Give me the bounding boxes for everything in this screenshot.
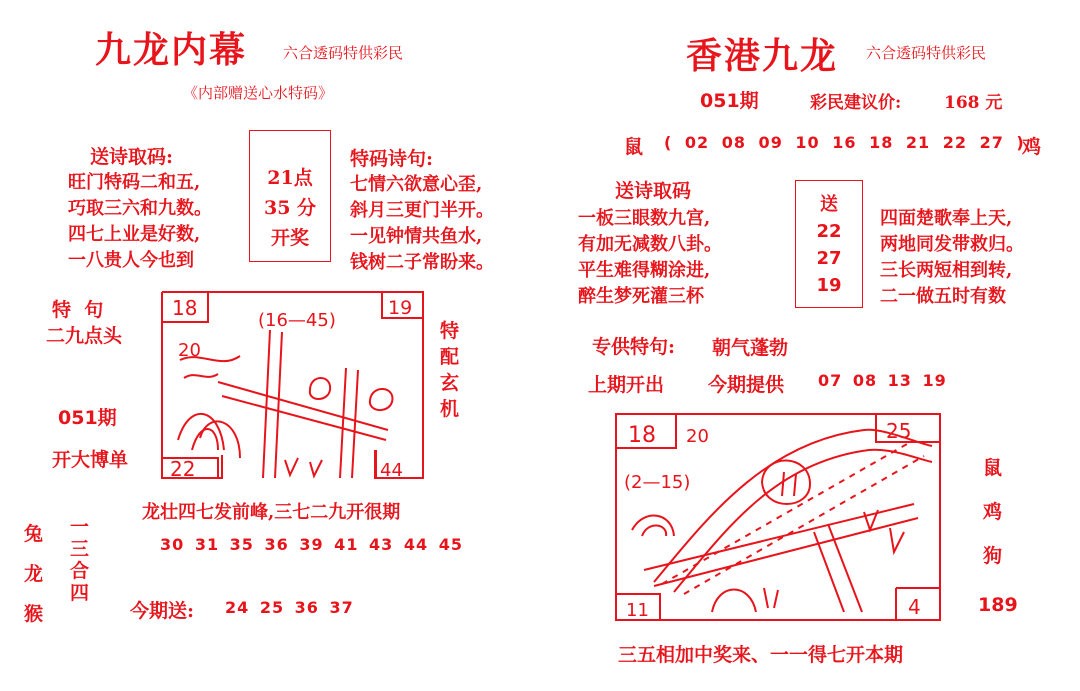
- special-label: 专供特句:: [592, 336, 676, 358]
- zodiac-numbers: ( 02 08 09 10 16 18 21 22 27 ): [664, 133, 1025, 152]
- drawing-br: 4: [908, 595, 921, 619]
- today-label: 今期送:: [130, 600, 195, 622]
- right-zodiac-column: [983, 446, 1002, 578]
- box-line: 27: [816, 248, 842, 269]
- tepei-column: [440, 318, 459, 422]
- teju-value: 二九点头: [46, 325, 123, 347]
- left-zodiac-column: [24, 514, 43, 634]
- left-tema-heading: 特码诗句:: [350, 148, 434, 170]
- poem-line: 平生难得糊涂进,: [578, 260, 711, 281]
- left-subtitle: 六合透码特供彩民: [283, 44, 404, 62]
- poem-line: 四七上业是好数,: [68, 224, 201, 245]
- right-subtitle: 六合透码特供彩民: [866, 44, 987, 62]
- left-title: 九龙内幕: [95, 29, 248, 71]
- drawing-bl: 22: [170, 457, 196, 481]
- left-numbers: 30 31 35 36 39 41 43 44 45: [160, 535, 463, 554]
- right-title: 香港九龙: [686, 35, 839, 77]
- left-drawing-sketch: [160, 290, 425, 480]
- tepei-char: 配: [440, 346, 460, 368]
- left-drawing: [160, 290, 425, 480]
- right-poem-heading: 送诗取码: [615, 180, 692, 202]
- drawing-tl: 18: [628, 423, 656, 448]
- drawing-scribble: 20: [686, 426, 709, 447]
- zodiac-char: 兔: [24, 523, 44, 545]
- poem-line: 两地同发带救归。: [880, 234, 1024, 255]
- box-line: 35 分: [263, 197, 317, 219]
- left-poem: [68, 170, 212, 274]
- right-issue: 051期: [700, 90, 759, 112]
- right-poem: [578, 206, 722, 310]
- price-label: 彩民建议价:: [810, 93, 902, 113]
- left-note: 《内部赠送心水特码》: [183, 84, 334, 102]
- poem-line: 二一做五时有数: [880, 286, 1006, 307]
- right-drawing: [614, 412, 942, 622]
- left-issue: 051期: [58, 407, 117, 429]
- tepei-char: 玄: [440, 372, 460, 394]
- sanhe-char: 合: [70, 560, 90, 582]
- sanhe-char: 一: [70, 516, 90, 538]
- poem-line: 一八贵人今也到: [68, 250, 194, 271]
- teju-label: 特 句: [52, 299, 104, 321]
- right-poem-2: [880, 206, 1024, 310]
- poem-line: 三长两短相到转,: [880, 260, 1013, 281]
- box-line: 21点: [267, 167, 313, 189]
- zodiac-char: 鸡: [983, 501, 1003, 523]
- drawing-tl: 18: [172, 296, 198, 320]
- special-value: 朝气蓬勃: [712, 337, 789, 359]
- left-time-box: [249, 130, 331, 262]
- box-line: 22: [816, 221, 842, 242]
- drawing-left-note: (2—15): [624, 472, 691, 493]
- zodiac-char: 鼠: [983, 457, 1003, 479]
- zodiac-char: 龙: [24, 563, 44, 585]
- drawing-br: 44: [380, 460, 403, 481]
- zodiac-end: 鸡: [1022, 136, 1042, 158]
- sanhe-column: [70, 516, 89, 604]
- left-tema-poem: [350, 172, 494, 276]
- drawing-tr: 19: [388, 297, 413, 319]
- zodiac-start: 鼠: [624, 136, 644, 158]
- right-send-box: [795, 180, 863, 308]
- today-numbers: 24 25 36 37: [225, 598, 354, 617]
- poem-line: 钱树二子常盼来。: [350, 252, 494, 273]
- sanhe-char: 四: [70, 582, 90, 604]
- provide-label: 今期提供: [708, 374, 785, 396]
- drawing-bl: 11: [626, 600, 649, 621]
- tepei-char: 机: [440, 398, 460, 420]
- price-value: 168 元: [944, 93, 1003, 113]
- box-line: 送: [820, 194, 838, 215]
- poem-line: 斜月三更门半开。: [350, 200, 494, 221]
- box-line: 19: [816, 275, 842, 296]
- box-line: 开奖: [270, 227, 309, 249]
- poem-line: 七情六欲意心歪,: [350, 174, 483, 195]
- poem-line: 旺门特码二和五,: [68, 172, 201, 193]
- zodiac-char: 狗: [983, 545, 1003, 567]
- right-code: 189: [978, 594, 1018, 616]
- zodiac-char: 猴: [24, 603, 44, 625]
- drawing-top-note: (16—45): [258, 310, 336, 331]
- poem-line: 一板三眼数九宫,: [578, 208, 711, 229]
- poem-line: 四面楚歌奉上天,: [880, 208, 1013, 229]
- left-kai: 开大博单: [52, 449, 129, 471]
- left-poem-heading: 送诗取码:: [90, 146, 174, 168]
- sanhe-char: 三: [70, 538, 90, 560]
- drawing-scribble: 20: [178, 340, 201, 361]
- poem-line: 一见钟情共鱼水,: [350, 226, 483, 247]
- drawing-tr: 25: [886, 419, 912, 443]
- right-bottom-slogan: 三五相加中奖来、一一得七开本期: [618, 644, 904, 666]
- right-drawing-sketch: [614, 412, 942, 622]
- left-slogan: 龙壮四七发前峰,三七二九开很期: [142, 502, 401, 523]
- tepei-char: 特: [440, 320, 460, 342]
- poem-line: 醉生梦死灌三杯: [578, 286, 704, 307]
- poem-line: 巧取三六和九数。: [68, 198, 212, 219]
- provide-numbers: 07 08 13 19: [818, 371, 947, 390]
- poem-line: 有加无减数八卦。: [578, 234, 722, 255]
- last-label: 上期开出: [588, 374, 665, 396]
